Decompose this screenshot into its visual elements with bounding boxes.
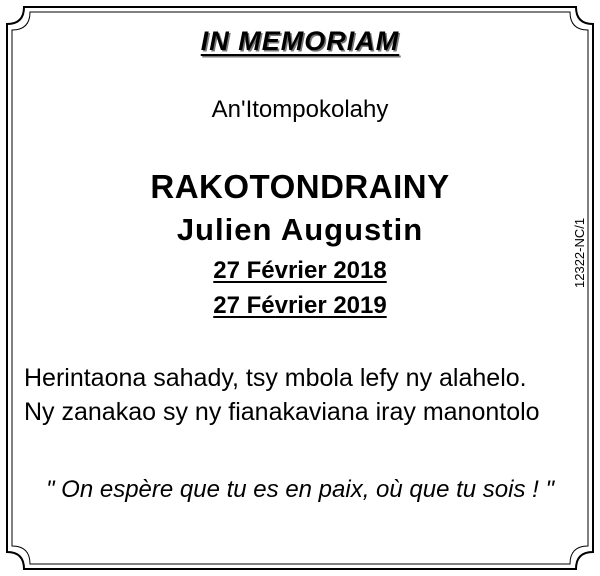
deceased-surname: RAKOTONDRAINY <box>150 168 450 205</box>
message-line-1: Herintaona sahady, tsy mbola lefy ny alahelo. <box>24 364 527 392</box>
notice-subtitle: An'Itompokolahy <box>211 96 389 123</box>
deceased-given-names: Julien Augustin <box>176 212 424 247</box>
notice-title: IN MEMORIAM <box>200 26 400 56</box>
reference-code: 12322-NC/1 <box>572 217 587 288</box>
memorial-quote: " On espère que tu es en paix, où que tu sois ! " <box>45 476 555 503</box>
anniversary-date: 27 Février 2019 <box>213 292 387 319</box>
message-line-2: Ny zanakao sy ny fianakaviana iray manontolo <box>24 398 540 426</box>
date-of-death: 27 Février 2018 <box>213 257 387 284</box>
